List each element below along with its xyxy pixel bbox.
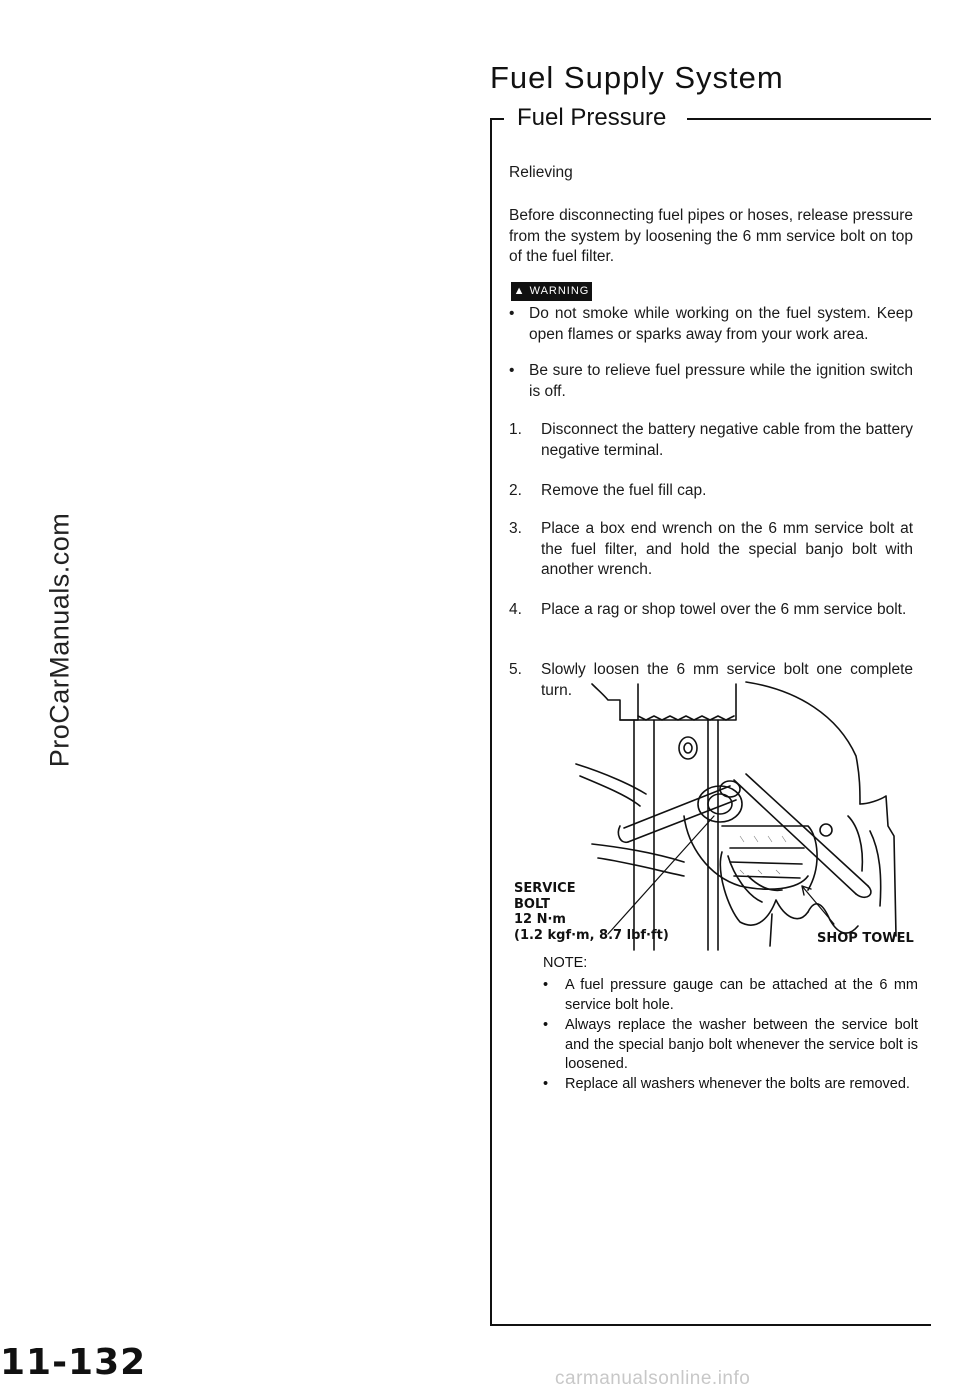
warning-item-text: Be sure to relieve fuel pressure while the ignition switch is off. (529, 362, 913, 400)
note-item-text: Always replace the washer between the service bolt and the special banjo bolt whenever the service bolt is loosened. (565, 1017, 918, 1072)
step-item (509, 420, 913, 461)
shop-towel-callout: SHOP TOWEL (817, 931, 914, 946)
service-bolt-callout (514, 881, 669, 943)
callout-line: BOLT (514, 896, 550, 912)
warning-item-text: Do not smoke while working on the fuel system. Keep open flames or sparks away from your work area. (529, 305, 913, 343)
warning-triangle-icon: ▲ (513, 285, 526, 297)
intro-paragraph: Before disconnecting fuel pipes or hoses, release pressure from the system by loosening the 6 mm service bolt on top of the fuel filter. (509, 207, 913, 265)
note-heading: NOTE: (543, 955, 588, 971)
step-text: Place a rag or shop towel over the 6 mm service bolt. (541, 601, 907, 618)
step-item (509, 600, 913, 621)
callout-line: SERVICE (514, 881, 576, 896)
step-number: 1. (509, 421, 522, 438)
callout-line: (1.2 kgf·m, 8.7 lbf·ft) (514, 927, 669, 943)
frame-rule-bottom (490, 1324, 931, 1326)
step-number: 4. (509, 601, 522, 618)
frame-rule-top-right (687, 118, 931, 120)
step-text: Slowly loosen the 6 mm service bolt one complete turn. (541, 661, 913, 699)
frame-rule-top-left (490, 118, 504, 120)
note-item-text: A fuel pressure gauge can be attached at the 6 mm service bolt hole. (565, 977, 918, 1013)
callout-line: 12 N·m (514, 912, 566, 927)
bullet-icon: • (543, 1076, 549, 1092)
step-number: 5. (509, 661, 522, 678)
frame-rule-left (490, 118, 492, 1325)
page-title: Fuel Supply System (490, 60, 784, 95)
step-item (509, 519, 913, 581)
warning-label: WARNING (529, 285, 590, 297)
bullet-icon: • (543, 1017, 549, 1033)
step-text: Disconnect the battery negative cable from the battery negative terminal. (541, 421, 913, 459)
bullet-icon: • (509, 305, 515, 322)
step-text: Place a box end wrench on the 6 mm service bolt at the fuel filter, and hold the special banjo bolt with another wrench. (541, 520, 913, 578)
note-item (543, 1075, 918, 1095)
subheading-relieving: Relieving (509, 164, 573, 181)
footer-watermark: carmanualsonline.info (555, 1368, 751, 1389)
bullet-icon: • (509, 362, 515, 379)
step-number: 2. (509, 482, 522, 499)
step-item (509, 481, 913, 502)
warning-badge (511, 282, 592, 301)
warning-item (509, 304, 913, 345)
note-item (543, 976, 918, 1015)
side-watermark: ProCarManuals.com (44, 512, 75, 768)
note-item (543, 1016, 918, 1075)
warning-item (509, 361, 913, 402)
bullet-icon: • (543, 977, 549, 993)
page-number: 11-132 (0, 1342, 147, 1383)
section-title: Fuel Pressure (513, 104, 670, 132)
step-number: 3. (509, 520, 522, 537)
note-item-text: Replace all washers whenever the bolts are removed. (565, 1076, 910, 1092)
step-text: Remove the fuel fill cap. (541, 482, 707, 499)
